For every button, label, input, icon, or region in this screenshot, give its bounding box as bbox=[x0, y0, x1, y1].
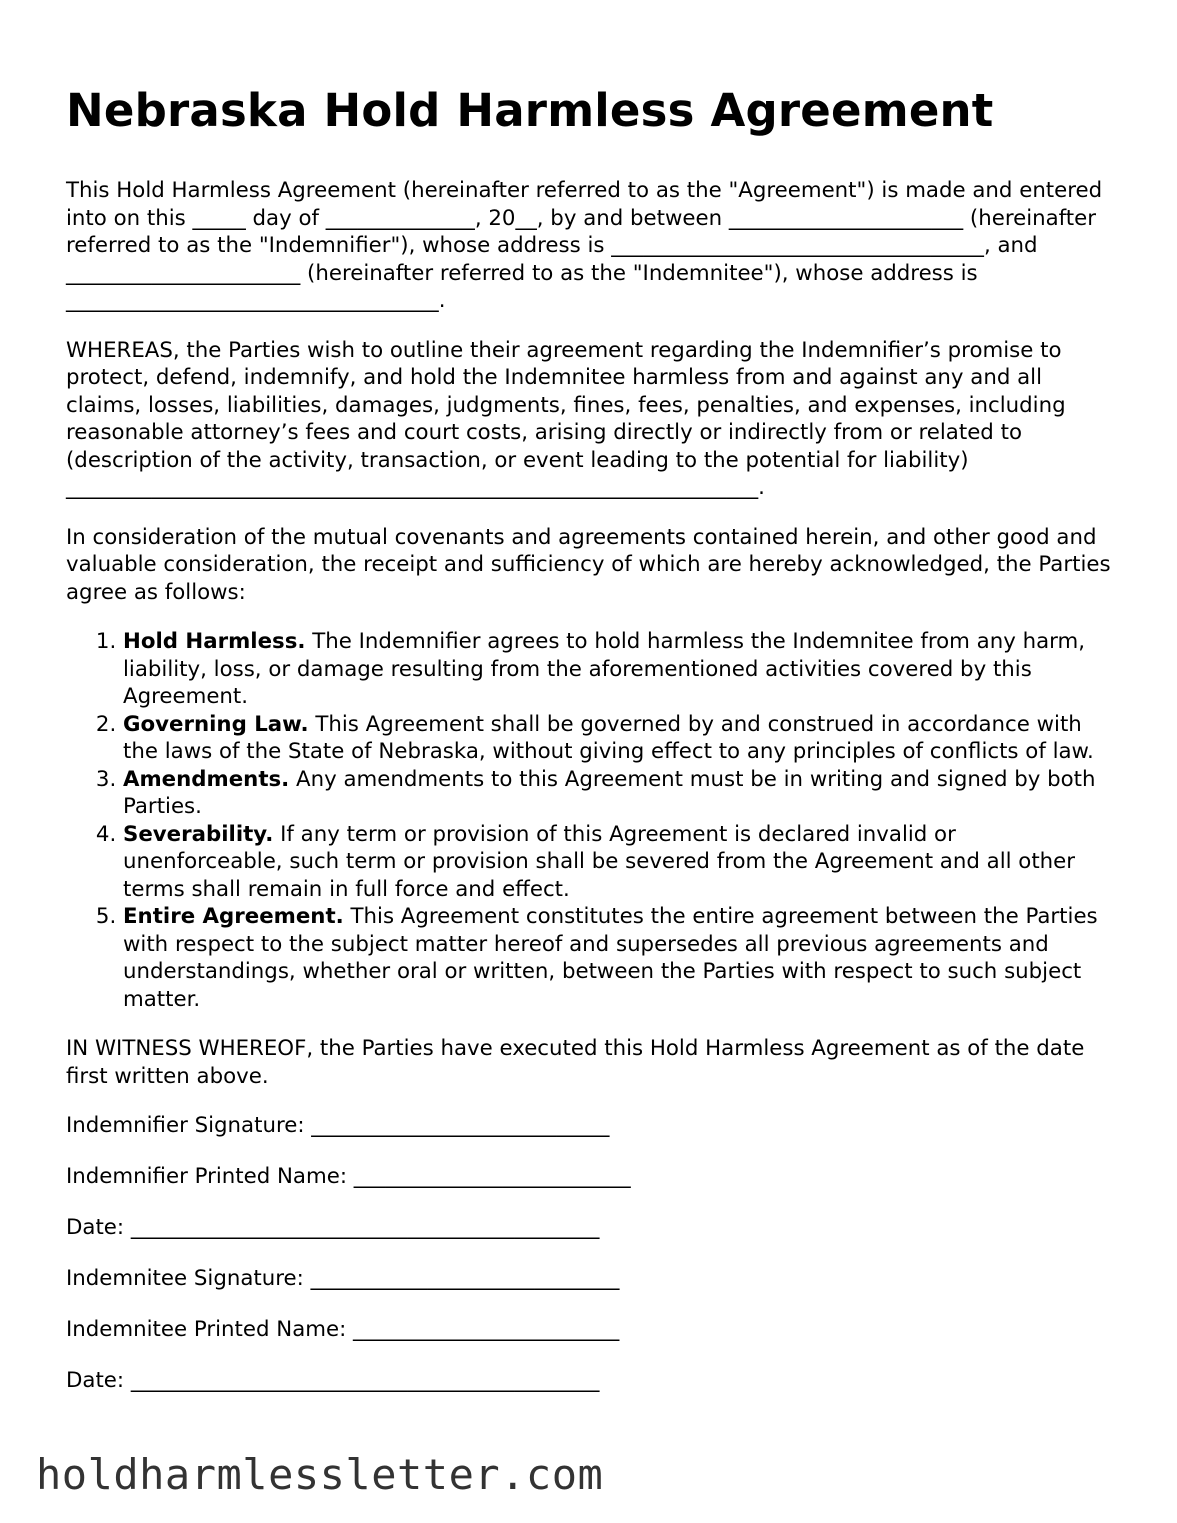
indemnifier-printed-name-line[interactable]: Indemnifier Printed Name: __________________________ bbox=[66, 1164, 631, 1189]
intro-paragraph: This Hold Harmless Agreement (hereinafter referred to as the "Agreement") is made and entered into on this _____ day of ______________, 20__, by and between ______________________ (hereinafter referred to as the "Indemnifier"), whose address is ___________________________________, and ______________________ (hereinafter referred to as the "Indemnitee"), whose address is ___________________________________. bbox=[66, 178, 1103, 313]
clause-item-hold-harmless bbox=[123, 628, 1116, 711]
clause-list bbox=[66, 628, 1116, 1013]
clause-text: If any term or provision of this Agreement is declared invalid or unenforceable, such term or provision shall be severed from the Agreement and all other terms shall remain in full force and effect. bbox=[123, 821, 1076, 902]
clause-text: This Agreement shall be governed by and construed in accordance with the laws of the State of Nebraska, without giving effect to any principles of conflicts of law. bbox=[123, 711, 1094, 764]
clause-item-entire-agreement bbox=[123, 903, 1116, 1013]
indemnitee-signature-line[interactable]: Indemnitee Signature: _____________________________ bbox=[66, 1266, 620, 1291]
clause-heading: Hold Harmless. bbox=[123, 629, 306, 654]
clause-heading: Entire Agreement. bbox=[123, 904, 344, 929]
clause-text: This Agreement constitutes the entire agreement between the Parties with respect to the subject matter hereof and supersedes all previous agreements and understandings, whether oral or written, between the Parties with respect to such subject matter. bbox=[123, 904, 1098, 1012]
whereas-paragraph: WHEREAS, the Parties wish to outline their agreement regarding the Indemnifier’s promise to protect, defend, indemnify, and hold the Indemnitee harmless from and against any and all claims, losses, liabilities, damages, judgments, fines, fees, penalties, and expenses, including reasonable attorney’s fees and court costs, arising directly or indirectly from or related to (description of the activity, transaction, or event leading to the potential for liability) _________________________________________________________________. bbox=[66, 337, 1066, 500]
clause-text: Any amendments to this Agreement must be in writing and signed by both Parties. bbox=[123, 766, 1096, 819]
indemnitee-printed-name-line[interactable]: Indemnitee Printed Name: _________________________ bbox=[66, 1317, 620, 1342]
witness-paragraph: IN WITNESS WHEREOF, the Parties have executed this Hold Harmless Agreement as of the date first written above. bbox=[66, 1036, 1085, 1089]
clause-heading: Governing Law. bbox=[123, 711, 309, 737]
indemnifier-date-line[interactable]: Date: ____________________________________________ bbox=[66, 1215, 600, 1240]
document-page bbox=[66, 82, 1116, 1418]
clause-heading: Amendments. bbox=[123, 766, 290, 792]
indemnifier-signature-line[interactable]: Indemnifier Signature: ____________________________ bbox=[66, 1113, 610, 1138]
consideration-paragraph: In consideration of the mutual covenants and agreements contained herein, and other good and valuable consideration, the receipt and sufficiency of which are hereby acknowledged, the Parties agree as follows: bbox=[66, 524, 1111, 605]
clause-text: The Indemnifier agrees to hold harmless the Indemnitee from any harm, liability, loss, or damage resulting from the aforementioned activities covered by this Agreement. bbox=[123, 629, 1086, 709]
clause-item-governing-law bbox=[123, 711, 1116, 766]
clause-item-amendments bbox=[123, 766, 1116, 821]
clause-item-severability bbox=[123, 821, 1116, 904]
clause-heading: Severability. bbox=[123, 821, 274, 847]
website-watermark: holdharmlessletter.com bbox=[36, 1450, 604, 1499]
indemnitee-date-line[interactable]: Date: ____________________________________________ bbox=[66, 1368, 600, 1393]
document-title: Nebraska Hold Harmless Agreement bbox=[66, 84, 994, 137]
